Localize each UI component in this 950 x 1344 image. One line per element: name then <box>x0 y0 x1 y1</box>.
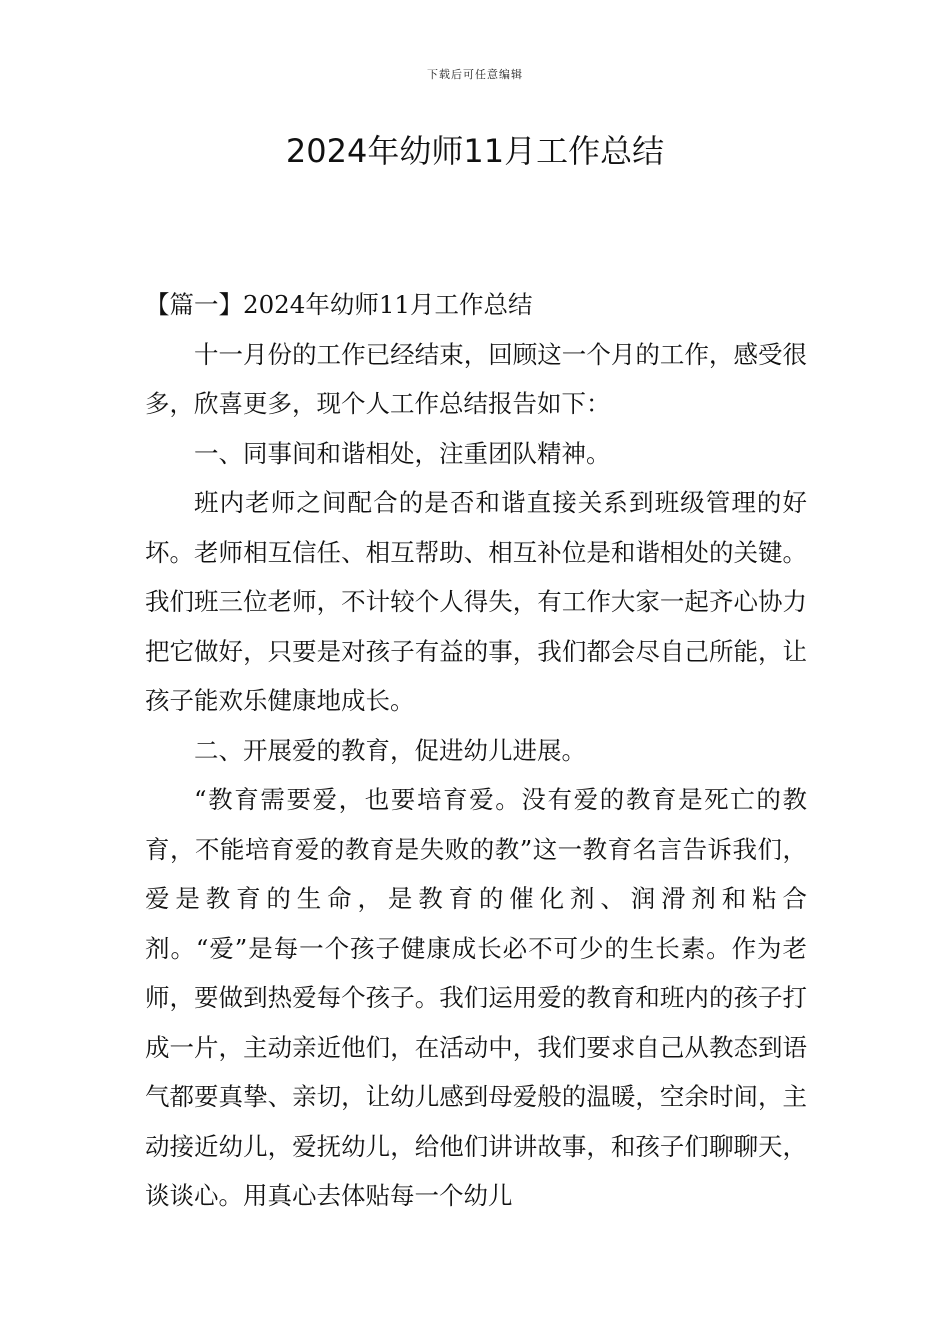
point-one-heading: 一、同事间和谐相处，注重团队精神。 <box>194 438 611 468</box>
point-one-paragraph: 班内老师之间配合的是否和谐直接关系到班级管理的好坏。老师相互信任、相互帮助、相互补位是和谐相处的关键。我们班三位老师，不计较个人得失，有工作大家一起齐心协力把它做好，只要是对孩子有益的事，我们都会尽自己所能，让孩子能欢乐健康地成长。 <box>145 488 807 715</box>
intro-paragraph: 十一月份的工作已经结束，回顾这一个月的工作，感受很多，欣喜更多，现个人工作总结报告如下： <box>145 339 807 418</box>
section-heading: 【篇一】2024年幼师11月工作总结 <box>145 290 533 319</box>
document-body <box>145 280 807 1221</box>
header-note: 下载后可任意编辑 <box>427 68 523 81</box>
point-two-heading: 二、开展爱的教育，促进幼儿进展。 <box>194 735 586 765</box>
document-title: 2024年幼师11月工作总结 <box>285 132 665 170</box>
point-two-paragraph: “教育需要爱，也要培育爱。没有爱的教育是死亡的教育，不能培育爱的教育是失败的教”这一教育名言告诉我们，爱是教育的生命，是教育的催化剂、润滑剂和粘合剂。“爱”是每一个孩子健康成长必不可少的生长素。作为老师，要做到热爱每个孩子。我们运用爱的教育和班内的孩子打成一片，主动亲近他们，在活动中，我们要求自己从教态到语气都要真挚、亲切，让幼儿感到母爱般的温暖，空余时间，主动接近幼儿，爱抚幼儿，给他们讲讲故事，和孩子们聊聊天，谈谈心。用真心去体贴每一个幼儿 <box>145 785 807 1210</box>
